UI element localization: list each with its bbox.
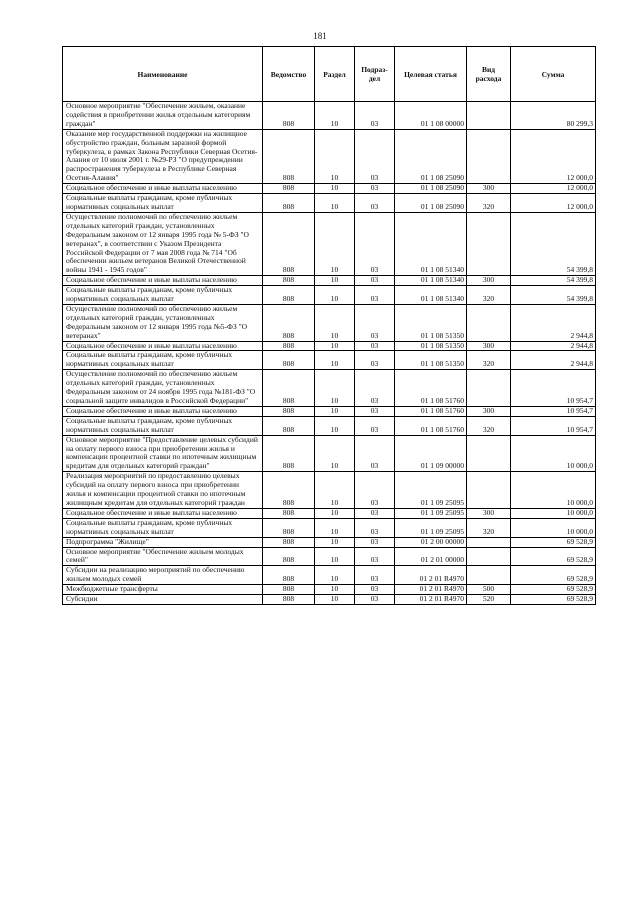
- table-row: [63, 508, 596, 518]
- cell-vedomstvo: 808: [263, 416, 315, 435]
- cell-vedomstvo: 808: [263, 566, 315, 585]
- table-row: [63, 472, 596, 509]
- cell-razdel: 10: [315, 585, 355, 595]
- cell-summa: 12 000,0: [511, 184, 596, 194]
- cell-razdel: 10: [315, 537, 355, 547]
- cell-name: Социальное обеспечение и иные выплаты населению: [63, 508, 263, 518]
- cell-tselevaya-statya: 01 1 08 25090: [395, 194, 467, 213]
- cell-vid-raskhoda: 300: [467, 341, 511, 351]
- cell-razdel: 10: [315, 286, 355, 305]
- cell-summa: 12 000,0: [511, 194, 596, 213]
- cell-name: Осуществление полномочий по обеспечению жильем отдельных категорий граждан, установленных Федеральным законом от 12 января 1995 года №5-ФЗ "О ветеранах": [63, 304, 263, 341]
- cell-vedomstvo: 808: [263, 406, 315, 416]
- cell-razdel: 10: [315, 194, 355, 213]
- budget-table: [62, 46, 596, 605]
- header-summa: Сумма: [511, 47, 596, 102]
- cell-summa: 2 944,8: [511, 351, 596, 370]
- cell-summa: 10 000,0: [511, 518, 596, 537]
- cell-razdel: 10: [315, 304, 355, 341]
- table-row: [63, 566, 596, 585]
- cell-tselevaya-statya: 01 1 08 25090: [395, 129, 467, 183]
- cell-tselevaya-statya: 01 2 01 R4970: [395, 595, 467, 605]
- cell-summa: 69 528,9: [511, 585, 596, 595]
- table-row: [63, 184, 596, 194]
- cell-tselevaya-statya: 01 2 00 00000: [395, 537, 467, 547]
- cell-podrazdel: 03: [355, 566, 395, 585]
- cell-razdel: 10: [315, 406, 355, 416]
- header-vid-raskhoda: Вид расхода: [467, 47, 511, 102]
- cell-name: Оказание мер государственной поддержки на жилищное обустройство граждан, больным заразной формой туберкулеза, в рамках Закона Республики Северная Осетия-Алания от 10 июля 2001 г. №29-РЗ "О предупреждении распространения туберкулеза в Республике Северная Осетия-Алания": [63, 129, 263, 183]
- cell-tselevaya-statya: 01 2 01 R4970: [395, 566, 467, 585]
- cell-name: Социальные выплаты гражданам, кроме публичных нормативных социальных выплат: [63, 194, 263, 213]
- cell-vedomstvo: 808: [263, 518, 315, 537]
- page-number: 181: [313, 31, 327, 41]
- cell-tselevaya-statya: 01 1 08 51760: [395, 416, 467, 435]
- table-row: [63, 547, 596, 566]
- header-vedomstvo: Ведомство: [263, 47, 315, 102]
- cell-vedomstvo: 808: [263, 595, 315, 605]
- cell-name: Реализация мероприятий по предоставлению целевых субсидий на оплату первого взноса при приобретении жилья и компенсации процентной ставки по ипотечным жилищным кредитам для отдельных категорий граждан: [63, 472, 263, 509]
- cell-tselevaya-statya: 01 1 08 51350: [395, 304, 467, 341]
- cell-name: Основное мероприятие "Предоставление целевых субсидий на оплату первого взноса при приобретении жилья и компенсации процентной ставки по ипотечным жилищным кредитам для отдельных категорий граждан": [63, 435, 263, 472]
- cell-name: Социальные выплаты гражданам, кроме публичных нормативных социальных выплат: [63, 416, 263, 435]
- cell-razdel: 10: [315, 595, 355, 605]
- cell-razdel: 10: [315, 341, 355, 351]
- cell-podrazdel: 03: [355, 585, 395, 595]
- cell-summa: 10 954,7: [511, 370, 596, 407]
- cell-vid-raskhoda: [467, 304, 511, 341]
- cell-summa: 54 399,8: [511, 276, 596, 286]
- table-row: [63, 212, 596, 275]
- cell-name: Социальное обеспечение и иные выплаты населению: [63, 406, 263, 416]
- cell-summa: 80 299,3: [511, 102, 596, 130]
- cell-razdel: 10: [315, 102, 355, 130]
- cell-vid-raskhoda: 320: [467, 194, 511, 213]
- cell-summa: 69 528,9: [511, 566, 596, 585]
- cell-razdel: 10: [315, 370, 355, 407]
- table-row: [63, 435, 596, 472]
- cell-name: Субсидии на реализацию мероприятий по обеспечению жильем молодых семей: [63, 566, 263, 585]
- cell-razdel: 10: [315, 547, 355, 566]
- cell-vid-raskhoda: 320: [467, 518, 511, 537]
- cell-tselevaya-statya: 01 1 09 00000: [395, 435, 467, 472]
- cell-summa: 54 399,8: [511, 212, 596, 275]
- cell-name: Социальное обеспечение и иные выплаты населению: [63, 341, 263, 351]
- table-row: [63, 102, 596, 130]
- cell-podrazdel: 03: [355, 508, 395, 518]
- cell-vid-raskhoda: 320: [467, 416, 511, 435]
- table-row: [63, 518, 596, 537]
- cell-summa: 2 944,8: [511, 341, 596, 351]
- cell-vedomstvo: 808: [263, 341, 315, 351]
- cell-podrazdel: 03: [355, 595, 395, 605]
- cell-tselevaya-statya: 01 1 08 51350: [395, 351, 467, 370]
- cell-summa: 2 944,8: [511, 304, 596, 341]
- cell-vedomstvo: 808: [263, 435, 315, 472]
- cell-podrazdel: 03: [355, 518, 395, 537]
- cell-name: Основное мероприятие "Обеспечение жильем молодых семей": [63, 547, 263, 566]
- cell-tselevaya-statya: 01 1 08 51760: [395, 406, 467, 416]
- cell-vedomstvo: 808: [263, 547, 315, 566]
- header-podrazdel: Подраз- дел: [355, 47, 395, 102]
- cell-name: Межбюджетные трансферты: [63, 585, 263, 595]
- cell-tselevaya-statya: 01 1 09 25095: [395, 508, 467, 518]
- table-body: [63, 102, 596, 605]
- cell-name: Социальные выплаты гражданам, кроме публичных нормативных социальных выплат: [63, 351, 263, 370]
- cell-summa: 69 528,9: [511, 547, 596, 566]
- cell-podrazdel: 03: [355, 406, 395, 416]
- table-row: [63, 276, 596, 286]
- header-tselevaya-statya: Целевая статья: [395, 47, 467, 102]
- cell-name: Субсидии: [63, 595, 263, 605]
- cell-vedomstvo: 808: [263, 129, 315, 183]
- cell-tselevaya-statya: 01 1 08 51340: [395, 286, 467, 305]
- cell-vedomstvo: 808: [263, 276, 315, 286]
- cell-name: Социальное обеспечение и иные выплаты населению: [63, 184, 263, 194]
- cell-name: Социальное обеспечение и иные выплаты населению: [63, 276, 263, 286]
- cell-summa: 10 000,0: [511, 435, 596, 472]
- cell-podrazdel: 03: [355, 276, 395, 286]
- table-row: [63, 341, 596, 351]
- cell-summa: 10 000,0: [511, 472, 596, 509]
- cell-vedomstvo: 808: [263, 370, 315, 407]
- cell-summa: 12 000,0: [511, 129, 596, 183]
- cell-vedomstvo: 808: [263, 212, 315, 275]
- cell-summa: 54 399,8: [511, 286, 596, 305]
- cell-vid-raskhoda: [467, 472, 511, 509]
- cell-tselevaya-statya: 01 1 09 25095: [395, 472, 467, 509]
- cell-vid-raskhoda: 300: [467, 276, 511, 286]
- cell-tselevaya-statya: 01 2 01 R4970: [395, 585, 467, 595]
- cell-vedomstvo: 808: [263, 194, 315, 213]
- cell-podrazdel: 03: [355, 194, 395, 213]
- cell-summa: 10 954,7: [511, 416, 596, 435]
- cell-vid-raskhoda: 300: [467, 508, 511, 518]
- table-row: [63, 304, 596, 341]
- cell-tselevaya-statya: 01 1 08 25090: [395, 184, 467, 194]
- cell-vid-raskhoda: [467, 370, 511, 407]
- cell-name: Осуществление полномочий по обеспечению жильем отдельных категорий граждан, установленных Федеральным законом от 24 ноября 1995 года №181-ФЗ "О социальной защите инвалидов в Российской Федерации": [63, 370, 263, 407]
- cell-vid-raskhoda: [467, 537, 511, 547]
- cell-razdel: 10: [315, 566, 355, 585]
- cell-podrazdel: 03: [355, 184, 395, 194]
- table-row: [63, 351, 596, 370]
- cell-podrazdel: 03: [355, 102, 395, 130]
- cell-vedomstvo: 808: [263, 102, 315, 130]
- cell-razdel: 10: [315, 351, 355, 370]
- table-row: [63, 595, 596, 605]
- cell-razdel: 10: [315, 184, 355, 194]
- cell-podrazdel: 03: [355, 435, 395, 472]
- cell-vedomstvo: 808: [263, 304, 315, 341]
- cell-vedomstvo: 808: [263, 472, 315, 509]
- cell-podrazdel: 03: [355, 370, 395, 407]
- cell-vid-raskhoda: 300: [467, 184, 511, 194]
- cell-vedomstvo: 808: [263, 585, 315, 595]
- table-row: [63, 585, 596, 595]
- cell-podrazdel: 03: [355, 129, 395, 183]
- cell-podrazdel: 03: [355, 416, 395, 435]
- cell-vid-raskhoda: 500: [467, 585, 511, 595]
- cell-podrazdel: 03: [355, 304, 395, 341]
- table-header: [63, 47, 596, 102]
- cell-vedomstvo: 808: [263, 537, 315, 547]
- cell-razdel: 10: [315, 518, 355, 537]
- cell-tselevaya-statya: 01 1 08 51350: [395, 341, 467, 351]
- cell-vedomstvo: 808: [263, 286, 315, 305]
- cell-vid-raskhoda: [467, 102, 511, 130]
- table-row: [63, 370, 596, 407]
- cell-razdel: 10: [315, 416, 355, 435]
- cell-name: Социальные выплаты гражданам, кроме публичных нормативных социальных выплат: [63, 286, 263, 305]
- cell-podrazdel: 03: [355, 537, 395, 547]
- cell-name: Осуществление полномочий по обеспечению жильем отдельных категорий граждан, установленных Федеральным законом от 12 января 1995 года № 5-ФЗ "О ветеранах", в соответствии с Указом Президента Российской Федерации от 7 мая 2008 года № 714 "Об обеспечении жильем ветеранов Великой Отечественной войны 1941 - 1945 годов": [63, 212, 263, 275]
- cell-podrazdel: 03: [355, 212, 395, 275]
- cell-vid-raskhoda: [467, 129, 511, 183]
- cell-vid-raskhoda: [467, 566, 511, 585]
- table-row: [63, 194, 596, 213]
- cell-podrazdel: 03: [355, 286, 395, 305]
- table-row: [63, 286, 596, 305]
- cell-summa: 10 000,0: [511, 508, 596, 518]
- cell-tselevaya-statya: 01 1 08 51340: [395, 276, 467, 286]
- cell-podrazdel: 03: [355, 472, 395, 509]
- cell-name: Подпрограмма "Жилище": [63, 537, 263, 547]
- cell-razdel: 10: [315, 212, 355, 275]
- cell-name: Основное мероприятие "Обеспечение жильем, оказание содействия в приобретении жилья отдельным категориям граждан": [63, 102, 263, 130]
- cell-tselevaya-statya: 01 1 08 51340: [395, 212, 467, 275]
- cell-vid-raskhoda: [467, 212, 511, 275]
- table-row: [63, 416, 596, 435]
- cell-vid-raskhoda: [467, 435, 511, 472]
- cell-podrazdel: 03: [355, 341, 395, 351]
- cell-name: Социальные выплаты гражданам, кроме публичных нормативных социальных выплат: [63, 518, 263, 537]
- cell-vedomstvo: 808: [263, 508, 315, 518]
- cell-tselevaya-statya: 01 1 08 00000: [395, 102, 467, 130]
- cell-vid-raskhoda: [467, 547, 511, 566]
- cell-razdel: 10: [315, 508, 355, 518]
- cell-vid-raskhoda: 300: [467, 406, 511, 416]
- cell-summa: 10 954,7: [511, 406, 596, 416]
- header-razdel: Раздел: [315, 47, 355, 102]
- cell-vid-raskhoda: 320: [467, 286, 511, 305]
- cell-vedomstvo: 808: [263, 184, 315, 194]
- cell-tselevaya-statya: 01 2 01 00000: [395, 547, 467, 566]
- cell-tselevaya-statya: 01 1 09 25095: [395, 518, 467, 537]
- header-name: Наименование: [63, 47, 263, 102]
- cell-razdel: 10: [315, 472, 355, 509]
- cell-summa: 69 528,9: [511, 537, 596, 547]
- cell-summa: 69 528,9: [511, 595, 596, 605]
- table-row: [63, 129, 596, 183]
- cell-podrazdel: 03: [355, 351, 395, 370]
- table-row: [63, 537, 596, 547]
- cell-razdel: 10: [315, 276, 355, 286]
- cell-podrazdel: 03: [355, 547, 395, 566]
- cell-vedomstvo: 808: [263, 351, 315, 370]
- table-row: [63, 406, 596, 416]
- cell-razdel: 10: [315, 435, 355, 472]
- cell-vid-raskhoda: 520: [467, 595, 511, 605]
- cell-vid-raskhoda: 320: [467, 351, 511, 370]
- cell-tselevaya-statya: 01 1 08 51760: [395, 370, 467, 407]
- cell-razdel: 10: [315, 129, 355, 183]
